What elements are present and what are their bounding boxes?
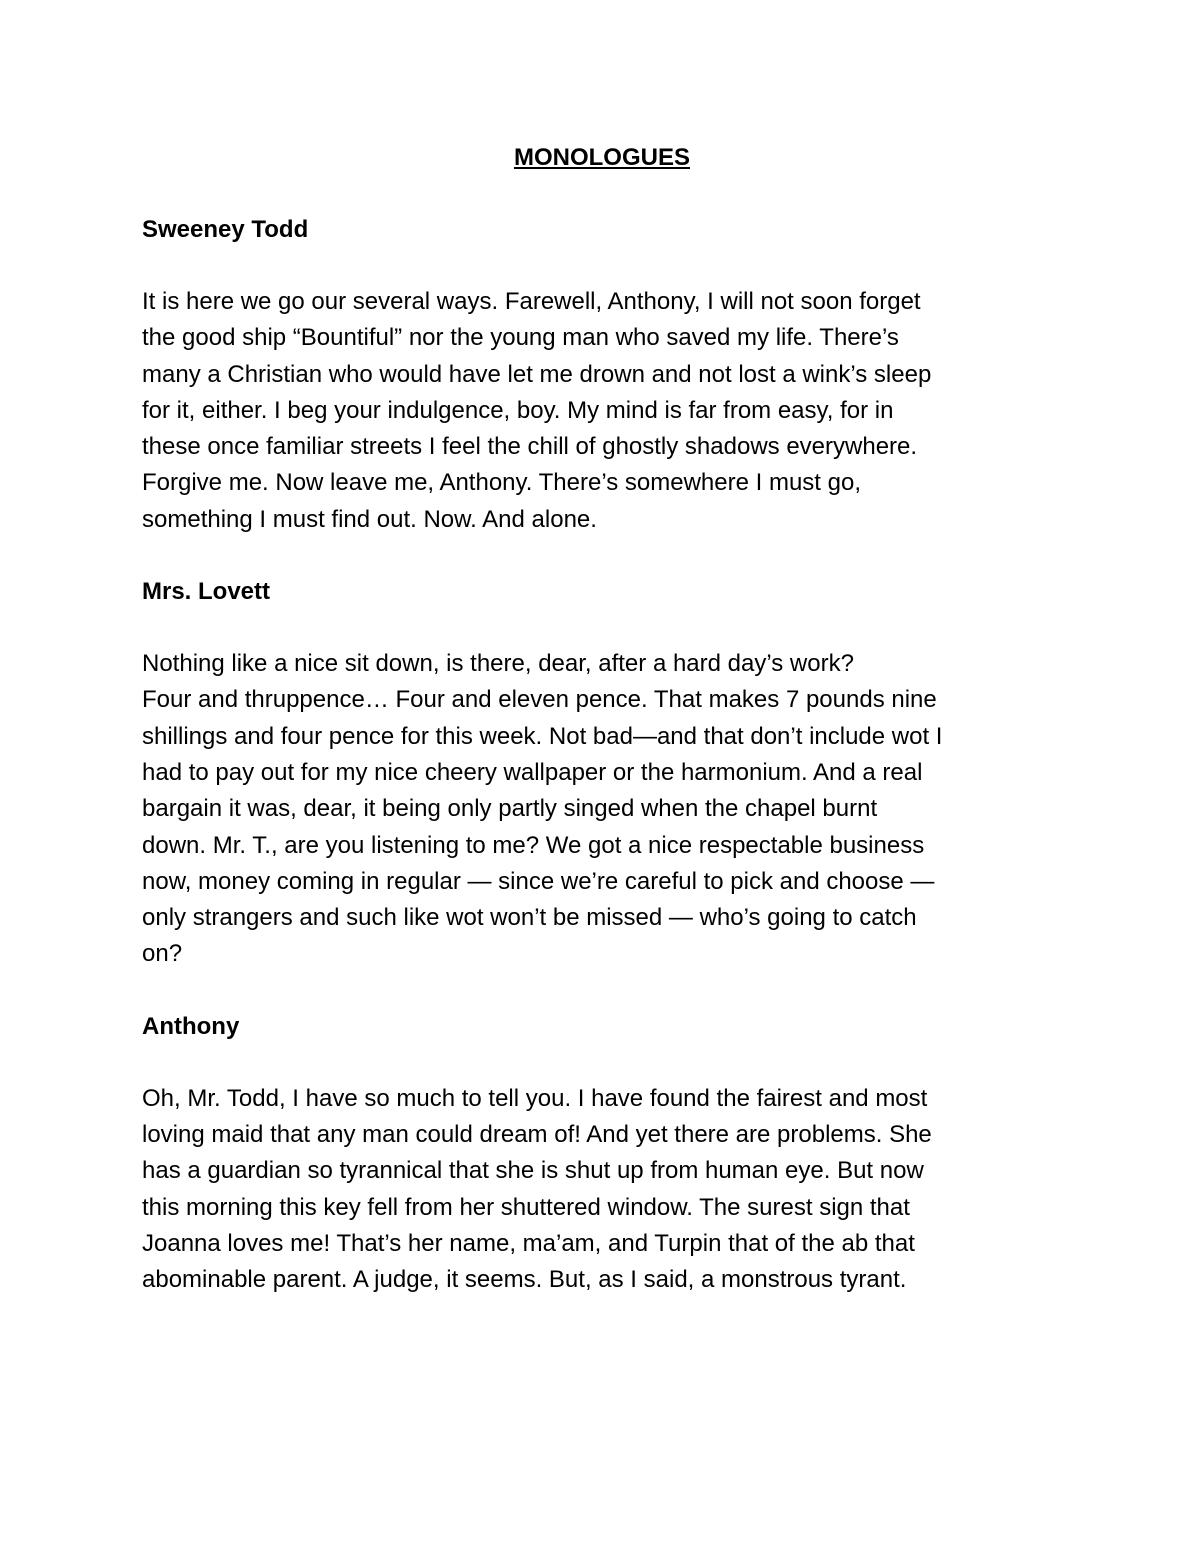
monologue-section-sweeney-todd bbox=[142, 212, 1062, 538]
text-line: Nothing like a nice sit down, is there, dear, after a hard day’s work? bbox=[142, 650, 854, 678]
text-line: Four and thruppence… Four and eleven pence. That makes 7 pounds nine bbox=[142, 686, 937, 714]
text-line: for it, either. I beg your indulgence, boy. My mind is far from easy, for in bbox=[142, 396, 894, 424]
text-line: something I must find out. Now. And alone. bbox=[142, 505, 597, 533]
text-line: this morning this key fell from her shuttered window. The surest sign that bbox=[142, 1193, 910, 1221]
text-line: abominable parent. A judge, it seems. But, as I said, a monstrous tyrant. bbox=[142, 1266, 907, 1294]
monologue-section-anthony bbox=[142, 1009, 1062, 1299]
text-line: the good ship “Bountiful” nor the young man who saved my life. There’s bbox=[142, 324, 899, 352]
text-line: these once familiar streets I feel the chill of ghostly shadows everywhere. bbox=[142, 433, 918, 461]
monologue-text-mrs-lovett bbox=[142, 646, 1062, 973]
monologue-text-anthony bbox=[142, 1081, 1062, 1299]
text-line: loving maid that any man could dream of! And yet there are problems. She bbox=[142, 1121, 932, 1149]
text-line: had to pay out for my nice cheery wallpaper or the harmonium. And a real bbox=[142, 758, 923, 786]
text-line: has a guardian so tyrannical that she is shut up from human eye. But now bbox=[142, 1157, 924, 1185]
document-page bbox=[142, 140, 1062, 1335]
text-line: down. Mr. T., are you listening to me? We got a nice respectable business bbox=[142, 831, 925, 859]
text-line: Forgive me. Now leave me, Anthony. There’s somewhere I must go, bbox=[142, 469, 861, 497]
text-line: It is here we go our several ways. Farewell, Anthony, I will not soon forget bbox=[142, 288, 921, 315]
monologue-text-sweeney-todd bbox=[142, 284, 1062, 538]
text-line: many a Christian who would have let me drown and not lost a wink’s sleep bbox=[142, 360, 932, 388]
text-line: shillings and four pence for this week. Not bad—and that don’t include wot I bbox=[142, 722, 943, 750]
section-heading-mrs-lovett: Mrs. Lovett bbox=[142, 578, 271, 606]
monologue-section-mrs-lovett bbox=[142, 574, 1062, 973]
text-line: now, money coming in regular — since we’re careful to pick and choose — bbox=[142, 867, 935, 895]
section-heading-sweeney-todd: Sweeney Todd bbox=[142, 216, 309, 243]
section-heading-anthony: Anthony bbox=[142, 1012, 240, 1040]
document-title: MONOLOGUES bbox=[513, 144, 690, 171]
text-line: only strangers and such like wot won’t be missed — who’s going to catch bbox=[142, 904, 917, 932]
text-line: Joanna loves me! That’s her name, ma’am, and Turpin that of the ab that bbox=[142, 1229, 915, 1257]
text-line: on? bbox=[142, 940, 183, 968]
text-line: Oh, Mr. Todd, I have so much to tell you. I have found the fairest and most bbox=[142, 1084, 928, 1112]
text-line: bargain it was, dear, it being only partly singed when the chapel burnt bbox=[142, 795, 878, 823]
